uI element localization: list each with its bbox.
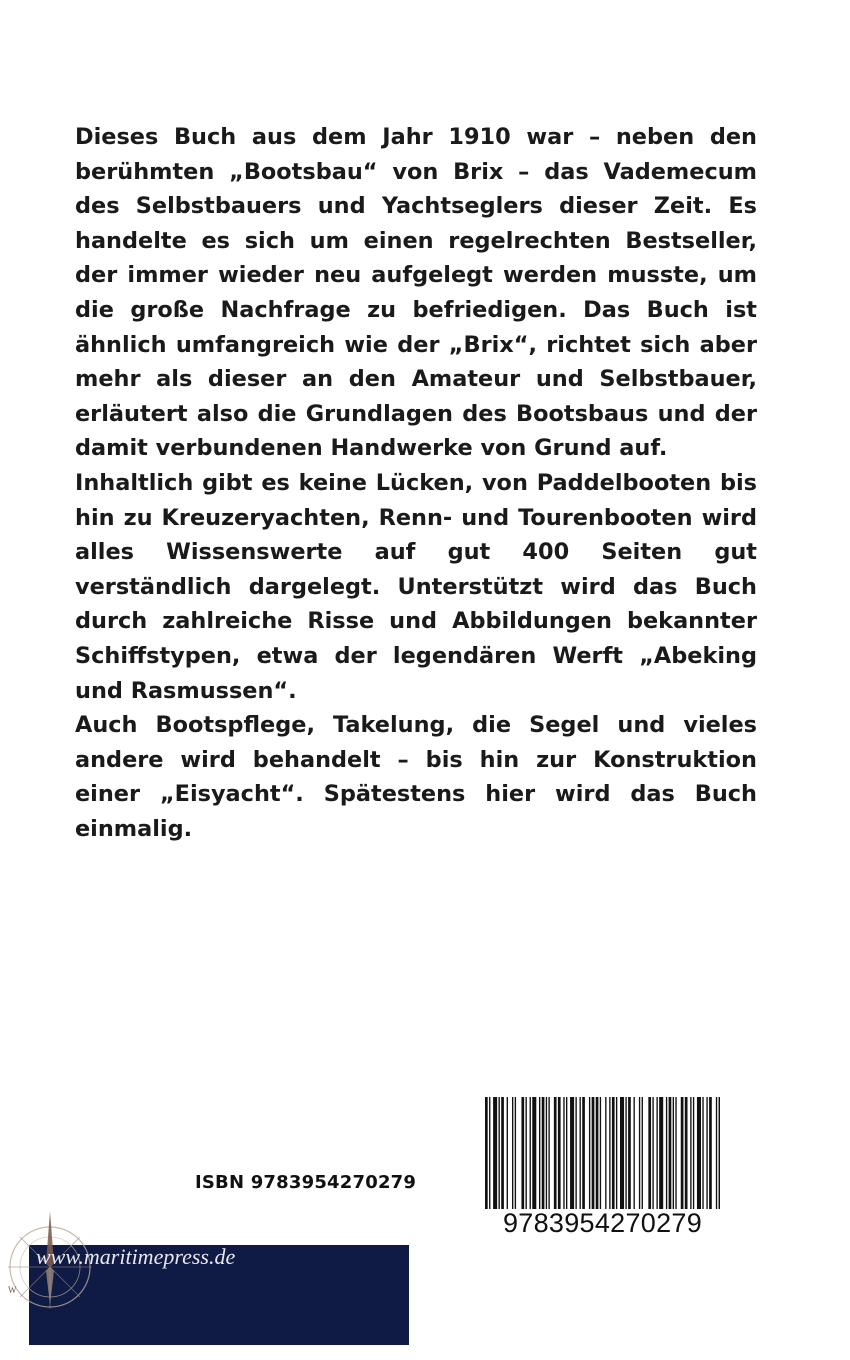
barcode-bar bbox=[669, 1097, 672, 1209]
barcode-bar bbox=[605, 1097, 606, 1209]
barcode-bar bbox=[566, 1097, 567, 1209]
barcode-bar bbox=[589, 1097, 590, 1209]
barcode-bar bbox=[616, 1097, 617, 1209]
barcode-bar bbox=[634, 1097, 635, 1209]
barcode-bar bbox=[570, 1097, 574, 1209]
blurb-paragraph-1: Dieses Buch aus dem Jahr 1910 war – neben den berühmten „Bootsbau“ von Brix – das Vademecum des Selbstbauers und Yachtseglers dieser Zeit. Es handelte es sich um einen regelrechten Bestseller, der immer wieder neu aufgelegt werden musste, um die große Nachfrage zu befriedigen. Das Buch ist ähnlich umfangreich wie der „Brix“, richtet sich aber mehr als dieser an den Amateur und Selbstbauer, erläutert also die Grundlagen des Bootsbaus und der damit verbundenen Handwerke von Grund auf. bbox=[75, 124, 757, 462]
barcode-bar bbox=[709, 1097, 712, 1209]
barcode-bar bbox=[592, 1097, 595, 1209]
barcode-bar bbox=[515, 1097, 516, 1209]
barcode-bar bbox=[548, 1097, 549, 1209]
barcode-bar bbox=[558, 1097, 561, 1209]
barcode-bar bbox=[609, 1097, 610, 1209]
barcode-bar bbox=[596, 1097, 599, 1209]
barcode-bar bbox=[563, 1097, 564, 1209]
barcode-bar bbox=[690, 1097, 691, 1209]
barcode-bar bbox=[716, 1097, 717, 1209]
barcode-bar bbox=[580, 1097, 581, 1209]
blurb-paragraph-2: Inhaltlich gibt es keine Lücken, von Paddelbooten bis hin zu Kreuzeryachten, Renn- und Tourenbooten wird alles Wissenswerte auf gut 400 Seiten gut verständlich dargelegt. Unterstützt wird das Buch durch zahlreiche Risse und Abbildungen bekannter Schiffstypen, etwa der legendären Werft „Abeking und Rasmussen“. bbox=[75, 469, 757, 704]
barcode-bar bbox=[628, 1097, 631, 1209]
barcode-bar bbox=[659, 1097, 663, 1209]
barcode-bar bbox=[652, 1097, 653, 1209]
barcode-bar bbox=[532, 1097, 536, 1209]
barcode-bar bbox=[675, 1097, 676, 1209]
barcode-bar bbox=[485, 1097, 488, 1209]
barcode-bar bbox=[600, 1097, 601, 1209]
barcode-bar bbox=[582, 1097, 585, 1209]
barcode-bar bbox=[625, 1097, 626, 1209]
barcode-bar bbox=[489, 1097, 490, 1209]
barcode-bar bbox=[501, 1097, 504, 1209]
barcode-bar bbox=[521, 1097, 524, 1209]
barcode-bar bbox=[642, 1097, 643, 1209]
barcode-bar bbox=[612, 1097, 615, 1209]
barcode-bar bbox=[719, 1097, 720, 1209]
barcode-bar bbox=[648, 1097, 651, 1209]
barcode-bar bbox=[706, 1097, 707, 1209]
barcode-bar bbox=[499, 1097, 500, 1209]
back-cover-blurb bbox=[75, 120, 757, 846]
barcode-bar bbox=[546, 1097, 547, 1209]
isbn-label: ISBN 9783954270279 bbox=[195, 1172, 417, 1193]
barcode-bar bbox=[493, 1097, 497, 1209]
barcode-bar bbox=[666, 1097, 667, 1209]
barcode-bar bbox=[681, 1097, 684, 1209]
blurb-paragraph-3: Auch Bootspflege, Takelung, die Segel und vieles andere wird behandelt – bis hin zur Konstruktion einer „Eisyacht“. Spätestens hier wird das Buch einmalig. bbox=[75, 712, 757, 842]
barcode-bar bbox=[673, 1097, 674, 1209]
barcode-bar bbox=[639, 1097, 640, 1209]
barcode-bar bbox=[693, 1097, 694, 1209]
svg-text:W: W bbox=[8, 1285, 17, 1295]
barcode-bar bbox=[530, 1097, 531, 1209]
barcode-bar bbox=[702, 1097, 703, 1209]
barcode-bar bbox=[526, 1097, 527, 1209]
barcode-bar bbox=[512, 1097, 513, 1209]
barcode-bar bbox=[685, 1097, 688, 1209]
barcode-bar bbox=[575, 1097, 576, 1209]
barcode-bar bbox=[554, 1097, 557, 1209]
barcode-bar bbox=[539, 1097, 540, 1209]
barcode-bar bbox=[620, 1097, 624, 1209]
barcode bbox=[485, 1097, 720, 1209]
publisher-url: www.maritimepress.de bbox=[36, 1244, 236, 1269]
barcode-bar bbox=[542, 1097, 545, 1209]
barcode-digits: 9783954270279 bbox=[502, 1208, 703, 1238]
barcode-bar bbox=[656, 1097, 657, 1209]
barcode-bar bbox=[697, 1097, 701, 1209]
barcode-bar bbox=[507, 1097, 508, 1209]
